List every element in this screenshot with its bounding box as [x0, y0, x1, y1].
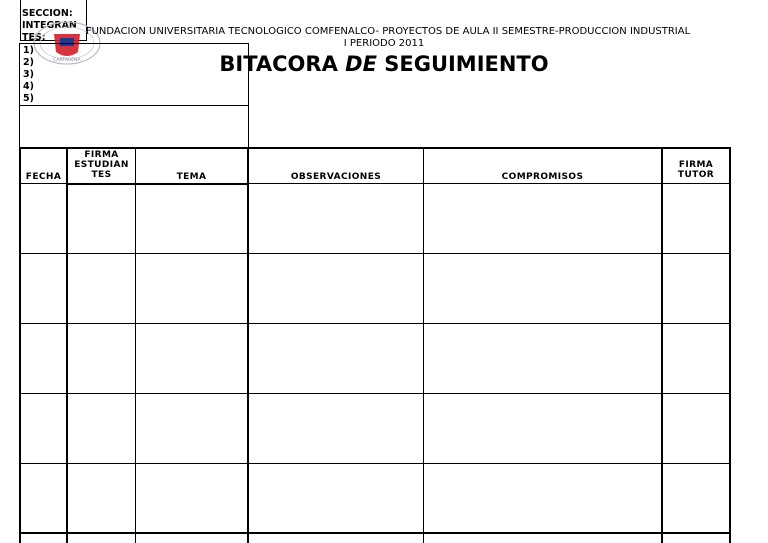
seccion-label: SECCION:: [22, 8, 73, 19]
title-part-3: SEGUIMIENTO: [376, 52, 549, 76]
period-line: I PERIODO 2011: [343, 38, 425, 49]
table-row[interactable]: [21, 464, 729, 532]
table-row[interactable]: [21, 254, 729, 323]
col-header-fecha: FECHA: [25, 172, 62, 182]
title-part-1: BITACORA: [219, 52, 346, 76]
col-header-tema: TEMA: [176, 172, 207, 182]
member-4: 4): [23, 81, 34, 92]
col-header-firma-tutor: FIRMA TUTOR: [677, 160, 715, 180]
table-row[interactable]: [21, 394, 729, 463]
title-part-2: DE: [345, 52, 377, 76]
svg-text:CARTAGENA: CARTAGENA: [53, 58, 81, 63]
member-1: 1): [23, 45, 34, 56]
table-row[interactable]: [21, 185, 729, 253]
member-2: 2): [23, 57, 34, 68]
table-row[interactable]: [21, 324, 729, 393]
integrantes-label: INTEGRAN TES:: [22, 20, 77, 43]
member-5: 5): [23, 93, 34, 104]
member-3: 3): [23, 69, 34, 80]
col-header-compromisos: COMPROMISOS: [501, 172, 584, 182]
col-header-observaciones: OBSERVACIONES: [290, 172, 382, 182]
institution-line: FUNDACION UNIVERSITARIA TECNOLOGICO COMFENALCO- PROYECTOS DE AULA II SEMESTRE-PRODUCCION INDUSTRIAL: [85, 26, 691, 37]
col-header-firma-estudiantes: FIRMA ESTUDIAN TES: [74, 150, 129, 180]
